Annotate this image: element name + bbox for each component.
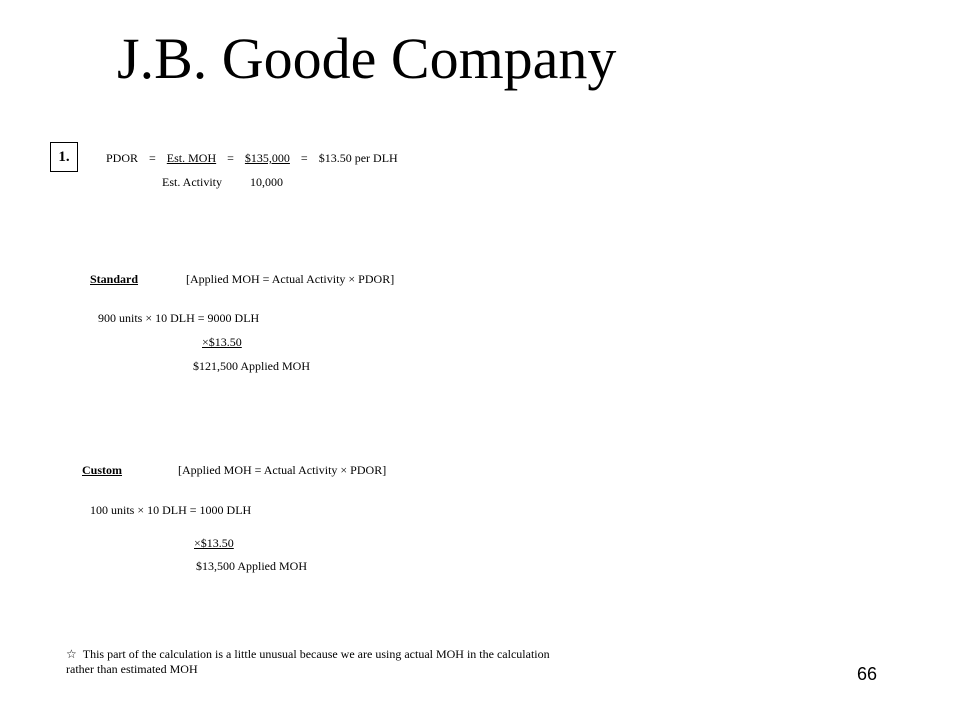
standard-formula: [Applied MOH = Actual Activity × PDOR] (186, 272, 395, 286)
equals-sign: = (149, 151, 156, 165)
standard-applied-label: Applied MOH (240, 359, 311, 373)
standard-label: Standard (90, 272, 139, 286)
pdor-lhs: PDOR (106, 151, 139, 165)
custom-formula: [Applied MOH = Actual Activity × PDOR] (178, 463, 387, 477)
pdor-line (106, 152, 398, 164)
custom-rate: ×$13.50 (194, 536, 234, 550)
standard-rate: ×$13.50 (202, 335, 242, 349)
custom-applied-line (196, 560, 307, 572)
standard-applied-line (193, 360, 310, 372)
footnote-line-2: rather than estimated MOH (66, 662, 198, 676)
pdor-result: $13.50 per DLH (318, 151, 398, 165)
standard-applied-amount: $121,500 (193, 359, 238, 373)
custom-label: Custom (82, 463, 123, 477)
footnote-line-1: This part of the calculation is a little unusual because we are using actual MOH in the calculation (82, 647, 550, 661)
standard-activity: 900 units × 10 DLH = 9000 DLH (98, 311, 260, 325)
custom-activity: 100 units × 10 DLH = 1000 DLH (90, 503, 252, 517)
equals-sign: = (227, 151, 234, 165)
pdor-numerator-label: Est. MOH (166, 151, 217, 165)
footnote (66, 647, 626, 677)
pdor-denominator-label: Est. Activity (162, 175, 222, 189)
pdor-denominator-value: 10,000 (250, 175, 283, 189)
custom-applied-label: Applied MOH (237, 559, 308, 573)
problem-number-box: 1. (50, 142, 78, 172)
pdor-numerator-value: $135,000 (244, 151, 290, 165)
equals-sign: = (300, 151, 308, 165)
page-number: 66 (857, 664, 878, 684)
page-title: J.B. Goode Company (117, 26, 617, 91)
custom-applied-amount: $13,500 (196, 559, 235, 573)
star-outline-icon: ☆ (66, 647, 77, 661)
